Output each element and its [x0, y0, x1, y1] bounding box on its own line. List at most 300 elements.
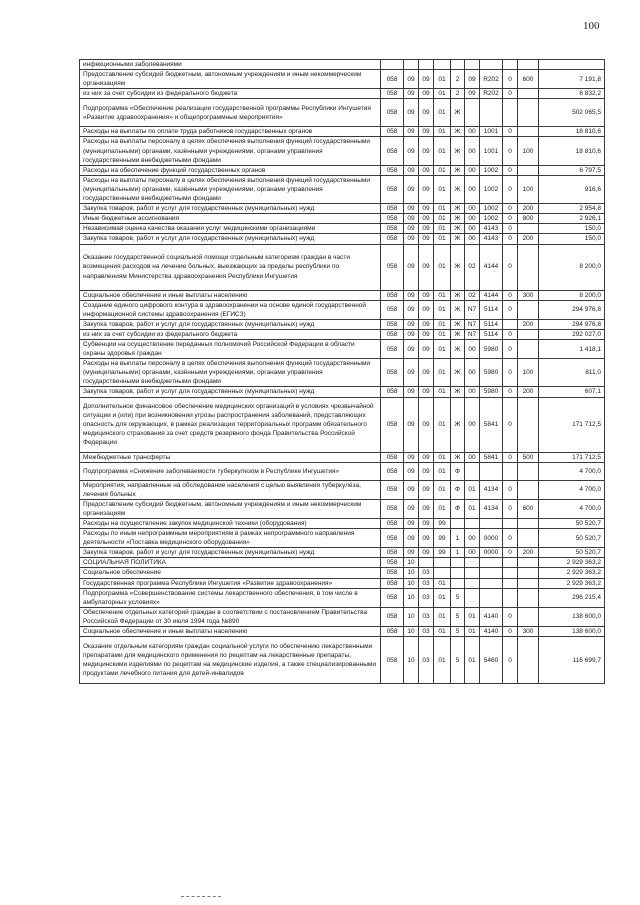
code-c9: 300	[518, 627, 539, 637]
code-c6	[465, 558, 480, 568]
code-c5: Ж	[451, 319, 465, 329]
code-c3: 03	[419, 627, 434, 637]
code-c7	[480, 99, 503, 127]
code-c3: 03	[419, 607, 434, 626]
code-c2: 09	[404, 70, 419, 89]
row-amount: 2 929 363,2	[539, 578, 605, 588]
code-c5: 5	[451, 607, 465, 626]
code-c5: Ж	[451, 290, 465, 300]
code-c4: 01	[434, 499, 451, 518]
code-c2: 09	[404, 175, 419, 203]
code-c1: 058	[381, 175, 404, 203]
code-c4: 01	[434, 607, 451, 626]
row-amount: 2 954,8	[539, 204, 605, 214]
code-c1: 058	[381, 462, 404, 480]
row-name: Обеспечение отдельных категорий граждан в соответствии с постановлением Правительства Российской Федерации от 30 июля 1994 года №890	[80, 607, 381, 626]
code-c8	[503, 558, 518, 568]
code-c3	[419, 60, 434, 70]
code-c4: 01	[434, 204, 451, 214]
code-c3: 09	[419, 70, 434, 89]
code-c1: 058	[381, 300, 404, 319]
code-c3: 09	[419, 452, 434, 462]
code-c8: 0	[503, 387, 518, 397]
code-c5: Ф	[451, 499, 465, 518]
code-c4: 01	[434, 329, 451, 339]
code-c7	[480, 519, 503, 529]
code-c5: Ж	[451, 137, 465, 165]
code-c2: 09	[404, 214, 419, 224]
code-c8	[503, 578, 518, 588]
code-c5: Ф	[451, 480, 465, 499]
code-c2: 09	[404, 387, 419, 397]
code-c6: N7	[465, 319, 480, 329]
row-amount: 138 600,0	[539, 607, 605, 626]
row-name: Дополнительное финансовое обеспечение медицинских организаций в условиях чрезвычайной ситуации и (или) при возникновении угрозы распространения заболеваний, представляющих опасность для окружающих, в рамках реализации территориальных программ обязательного медицинского страхования за счет средств резервного фонда Правительства Российской Федерации	[80, 397, 381, 452]
code-c2: 09	[404, 234, 419, 244]
code-c4: 01	[434, 339, 451, 358]
row-amount: 150,0	[539, 234, 605, 244]
code-c9	[518, 480, 539, 499]
row-name: из них за счет субсидии из федерального бюджета	[80, 89, 381, 99]
row-name: Создание единого цифрового контура в здравоохранении на основе единой государственной информационной системы здравоохранения (ЕГИСЗ)	[80, 300, 381, 319]
code-c9: 300	[518, 290, 539, 300]
code-c8: 0	[503, 548, 518, 558]
code-c8: 0	[503, 300, 518, 319]
code-c6: 00	[465, 175, 480, 203]
code-c7: 1001	[480, 127, 503, 137]
budget-table	[79, 59, 605, 684]
code-c7: 5114	[480, 329, 503, 339]
code-c7	[480, 588, 503, 607]
table-row	[80, 127, 605, 137]
code-c2: 10	[404, 558, 419, 568]
code-c4: 01	[434, 244, 451, 290]
table-row	[80, 224, 605, 234]
code-c2: 09	[404, 89, 419, 99]
code-c3: 09	[419, 234, 434, 244]
table-row	[80, 462, 605, 480]
code-c2: 09	[404, 224, 419, 234]
code-c7: R202	[480, 89, 503, 99]
code-c7: 4144	[480, 244, 503, 290]
code-c1: 058	[381, 558, 404, 568]
code-c6	[465, 578, 480, 588]
code-c1: 058	[381, 519, 404, 529]
table-row	[80, 60, 605, 70]
code-c7: 5841	[480, 397, 503, 452]
code-c7: 5980	[480, 359, 503, 387]
code-c7: 1001	[480, 137, 503, 165]
code-c8: 0	[503, 397, 518, 452]
code-c5	[451, 60, 465, 70]
table-row	[80, 70, 605, 89]
code-c2: 10	[404, 578, 419, 588]
code-c3: 09	[419, 359, 434, 387]
code-c7	[480, 578, 503, 588]
code-c9	[518, 637, 539, 684]
code-c6: 09	[465, 89, 480, 99]
code-c4: 01	[434, 234, 451, 244]
row-amount: 7 191,8	[539, 70, 605, 89]
row-name: Расходы на выплаты персоналу в целях обеспечения выполнения функций государственными (муниципальными) органами, казёнными учреждениями, органами управления государственными внебюджетными фондами	[80, 175, 381, 203]
code-c4: 99	[434, 548, 451, 558]
code-c5: 2	[451, 89, 465, 99]
code-c4: 01	[434, 127, 451, 137]
code-c5: Ж	[451, 339, 465, 358]
code-c2: 09	[404, 359, 419, 387]
row-name: Мероприятия, направленные на обследование населения с целью выявления туберкулёза, лечения больных	[80, 480, 381, 499]
code-c1: 058	[381, 70, 404, 89]
table-row	[80, 89, 605, 99]
code-c3: 03	[419, 568, 434, 578]
code-c6	[465, 588, 480, 607]
code-c9	[518, 89, 539, 99]
code-c3: 09	[419, 224, 434, 234]
page-number: 100	[583, 20, 600, 32]
code-c6: 00	[465, 452, 480, 462]
code-c6	[465, 568, 480, 578]
code-c1: 058	[381, 89, 404, 99]
code-c3: 09	[419, 397, 434, 452]
code-c9: 200	[518, 319, 539, 329]
row-name: Расходы по иным непрограммным мероприятиям в рамках непрограммного направления деятельности «Поставка медицинского оборудования»	[80, 529, 381, 548]
code-c6	[465, 60, 480, 70]
row-name: Закупка товаров, работ и услуг для государственных (муниципальных) нужд	[80, 319, 381, 329]
table-row	[80, 558, 605, 568]
row-name: Подпрограмма «Обеспечение реализации государственной программы Республики Ингушетия «Развитие здравоохранения» и общепрограммные мероприятия»	[80, 99, 381, 127]
code-c4: 01	[434, 637, 451, 684]
code-c4: 01	[434, 89, 451, 99]
code-c7	[480, 60, 503, 70]
code-c7: 5114	[480, 319, 503, 329]
code-c1: 058	[381, 397, 404, 452]
code-c9: 100	[518, 137, 539, 165]
code-c8	[503, 462, 518, 480]
code-c4: 01	[434, 397, 451, 452]
code-c7: 5460	[480, 637, 503, 684]
code-c7: 1002	[480, 214, 503, 224]
code-c9: 100	[518, 175, 539, 203]
code-c4: 01	[434, 452, 451, 462]
table-row	[80, 359, 605, 387]
code-c1	[381, 60, 404, 70]
code-c1: 058	[381, 319, 404, 329]
code-c4: 01	[434, 578, 451, 588]
code-c3: 03	[419, 637, 434, 684]
code-c1: 058	[381, 607, 404, 626]
code-c9	[518, 558, 539, 568]
code-c6: 00	[465, 127, 480, 137]
code-c8: 0	[503, 480, 518, 499]
code-c4: 99	[434, 529, 451, 548]
code-c5: Ж	[451, 127, 465, 137]
code-c7: 0000	[480, 548, 503, 558]
code-c8: 0	[503, 137, 518, 165]
code-c9	[518, 339, 539, 358]
code-c4: 01	[434, 627, 451, 637]
code-c1: 058	[381, 548, 404, 558]
code-c6: 01	[465, 627, 480, 637]
code-c5: Ж	[451, 387, 465, 397]
table-row	[80, 300, 605, 319]
code-c6: N7	[465, 329, 480, 339]
row-name: Подпрограмма «Снижение заболеваемости туберкулезом в Республике Ингушетия»	[80, 462, 381, 480]
code-c2: 09	[404, 204, 419, 214]
code-c5	[451, 519, 465, 529]
code-c8: 0	[503, 339, 518, 358]
code-c2: 09	[404, 165, 419, 175]
code-c1: 058	[381, 244, 404, 290]
code-c8: 0	[503, 204, 518, 214]
code-c5: 5	[451, 637, 465, 684]
code-c7: 4143	[480, 234, 503, 244]
code-c6: 02	[465, 290, 480, 300]
code-c9: 200	[518, 204, 539, 214]
code-c1: 058	[381, 499, 404, 518]
code-c3: 09	[419, 99, 434, 127]
table-row	[80, 387, 605, 397]
code-c2: 10	[404, 588, 419, 607]
table-row	[80, 204, 605, 214]
code-c9: 600	[518, 499, 539, 518]
code-c1: 058	[381, 387, 404, 397]
row-name: Социальное обеспечение и иные выплаты населению	[80, 627, 381, 637]
code-c6	[465, 519, 480, 529]
row-name: Закупка товаров, работ и услуг для государственных (муниципальных) нужд	[80, 204, 381, 214]
code-c8: 0	[503, 234, 518, 244]
code-c9	[518, 588, 539, 607]
table-row	[80, 165, 605, 175]
code-c5: Ж	[451, 359, 465, 387]
code-c1: 058	[381, 588, 404, 607]
code-c3: 09	[419, 529, 434, 548]
code-c5: 1	[451, 548, 465, 558]
row-amount: 294 976,8	[539, 319, 605, 329]
code-c3: 09	[419, 204, 434, 214]
code-c6: 00	[465, 548, 480, 558]
table-row	[80, 627, 605, 637]
row-name: СОЦИАЛЬНАЯ ПОЛИТИКА	[80, 558, 381, 568]
code-c8: 0	[503, 224, 518, 234]
code-c4: 01	[434, 462, 451, 480]
code-c2: 09	[404, 339, 419, 358]
code-c2: 09	[404, 397, 419, 452]
code-c4	[434, 568, 451, 578]
code-c5: Ж	[451, 224, 465, 234]
code-c7: 5980	[480, 387, 503, 397]
code-c2: 09	[404, 99, 419, 127]
row-amount: 292 027,0	[539, 329, 605, 339]
row-amount: 2 929 363,2	[539, 558, 605, 568]
code-c2: 09	[404, 462, 419, 480]
row-name: Расходы на выплаты по оплате труда работников государственных органов	[80, 127, 381, 137]
code-c8: 0	[503, 329, 518, 339]
code-c9: 500	[518, 452, 539, 462]
code-c6: 00	[465, 397, 480, 452]
table-row	[80, 244, 605, 290]
code-c8: 0	[503, 70, 518, 89]
code-c5: Ж	[451, 99, 465, 127]
code-c5: Ж	[451, 300, 465, 319]
code-c2: 09	[404, 319, 419, 329]
code-c2: 09	[404, 480, 419, 499]
code-c4: 01	[434, 319, 451, 329]
table-row	[80, 480, 605, 499]
code-c1: 058	[381, 329, 404, 339]
row-name: Государственная программа Республики Ингушетия «Развитие здравоохранения»	[80, 578, 381, 588]
code-c3: 09	[419, 339, 434, 358]
code-c7: R202	[480, 70, 503, 89]
code-c2: 09	[404, 499, 419, 518]
code-c2: 09	[404, 519, 419, 529]
code-c7: 4140	[480, 627, 503, 637]
row-name: Оказание государственной социальной помощи отдельным категориям граждан в части возмещения расходов на лечение больных, выезжающих за пределы республики по направлениям Министерства здравоохранения Республики Ингушетия	[80, 244, 381, 290]
code-c2: 09	[404, 529, 419, 548]
code-c1: 058	[381, 165, 404, 175]
row-amount: 18 810,6	[539, 137, 605, 165]
code-c3: 09	[419, 462, 434, 480]
code-c7	[480, 462, 503, 480]
code-c5: 1	[451, 529, 465, 548]
code-c3: 09	[419, 214, 434, 224]
code-c6	[465, 99, 480, 127]
code-c1: 058	[381, 290, 404, 300]
code-c9	[518, 165, 539, 175]
code-c6: 09	[465, 70, 480, 89]
code-c5: Ж	[451, 165, 465, 175]
row-name: Закупка товаров, работ и услуг для государственных (муниципальных) нужд	[80, 234, 381, 244]
code-c9	[518, 462, 539, 480]
code-c1: 058	[381, 224, 404, 234]
row-name: Оказание отдельным категориям граждан социальной услуги по обеспечению лекарственными препаратами для медицинского применения по рецептам на лекарственные препараты, медицинскими изделиями по рецептам на медицинские изделия, а также специализированными продуктами лечебного питания для детей-инвалидов	[80, 637, 381, 684]
row-name: из них за счет субсидии из федерального бюджета	[80, 329, 381, 339]
table-row	[80, 319, 605, 329]
code-c4: 01	[434, 588, 451, 607]
table-row	[80, 452, 605, 462]
code-c3: 09	[419, 127, 434, 137]
code-c3: 09	[419, 89, 434, 99]
code-c6: 01	[465, 607, 480, 626]
row-amount: 2 926,1	[539, 214, 605, 224]
code-c6: 00	[465, 387, 480, 397]
table-row	[80, 529, 605, 548]
code-c4: 99	[434, 519, 451, 529]
code-c9	[518, 60, 539, 70]
code-c8: 0	[503, 637, 518, 684]
row-amount: 811,0	[539, 359, 605, 387]
row-amount: 4 700,0	[539, 480, 605, 499]
code-c3: 09	[419, 319, 434, 329]
code-c4	[434, 558, 451, 568]
code-c8	[503, 588, 518, 607]
table-row	[80, 175, 605, 203]
code-c9: 200	[518, 548, 539, 558]
code-c4: 01	[434, 480, 451, 499]
code-c5: Ф	[451, 462, 465, 480]
code-c8: 0	[503, 499, 518, 518]
code-c7: 4144	[480, 290, 503, 300]
table-row	[80, 339, 605, 358]
code-c9	[518, 99, 539, 127]
code-c3: 09	[419, 300, 434, 319]
code-c5: Ж	[451, 214, 465, 224]
code-c3: 09	[419, 290, 434, 300]
code-c1: 058	[381, 137, 404, 165]
code-c7: 1002	[480, 175, 503, 203]
row-amount: 18 810,6	[539, 127, 605, 137]
code-c5: Ж	[451, 397, 465, 452]
code-c4: 01	[434, 290, 451, 300]
code-c6: 00	[465, 204, 480, 214]
code-c6: 00	[465, 529, 480, 548]
table-row	[80, 637, 605, 684]
row-amount: 1 418,1	[539, 339, 605, 358]
code-c9	[518, 224, 539, 234]
row-amount	[539, 60, 605, 70]
code-c9	[518, 607, 539, 626]
code-c7: 4143	[480, 224, 503, 234]
code-c8: 0	[503, 529, 518, 548]
row-amount: 916,6	[539, 175, 605, 203]
row-amount: 50 520,7	[539, 548, 605, 558]
code-c4: 01	[434, 224, 451, 234]
code-c1: 058	[381, 339, 404, 358]
code-c7: 4140	[480, 607, 503, 626]
code-c2: 10	[404, 607, 419, 626]
code-c9	[518, 329, 539, 339]
code-c9	[518, 568, 539, 578]
code-c4: 01	[434, 99, 451, 127]
code-c4: 01	[434, 214, 451, 224]
row-name: Предоставление субсидий бюджетным, автономным учреждениям и иным некоммерческим организациям	[80, 70, 381, 89]
row-amount: 4 700,0	[539, 462, 605, 480]
code-c8	[503, 568, 518, 578]
code-c2: 09	[404, 300, 419, 319]
code-c8: 0	[503, 244, 518, 290]
code-c8: 0	[503, 165, 518, 175]
code-c9: 200	[518, 387, 539, 397]
row-amount: 150,0	[539, 224, 605, 234]
row-amount: 294 976,8	[539, 300, 605, 319]
code-c6: 00	[465, 359, 480, 387]
table-row	[80, 588, 605, 607]
table-row	[80, 607, 605, 626]
code-c8: 0	[503, 89, 518, 99]
code-c8	[503, 319, 518, 329]
code-c3: 09	[419, 519, 434, 529]
code-c2: 09	[404, 244, 419, 290]
row-amount: 138 600,0	[539, 627, 605, 637]
table-row	[80, 234, 605, 244]
code-c3: 09	[419, 165, 434, 175]
code-c9	[518, 127, 539, 137]
code-c7	[480, 558, 503, 568]
code-c7: 5114	[480, 300, 503, 319]
code-c2: 10	[404, 627, 419, 637]
code-c1: 058	[381, 234, 404, 244]
code-c4: 01	[434, 359, 451, 387]
table-row	[80, 519, 605, 529]
code-c1: 058	[381, 480, 404, 499]
code-c6: 00	[465, 165, 480, 175]
code-c6	[465, 462, 480, 480]
row-amount: 607,1	[539, 387, 605, 397]
row-name: Расходы на осуществление закупок медицинской техники (оборудования)	[80, 519, 381, 529]
table-row	[80, 568, 605, 578]
code-c9	[518, 397, 539, 452]
code-c1: 058	[381, 99, 404, 127]
code-c7: 4134	[480, 480, 503, 499]
